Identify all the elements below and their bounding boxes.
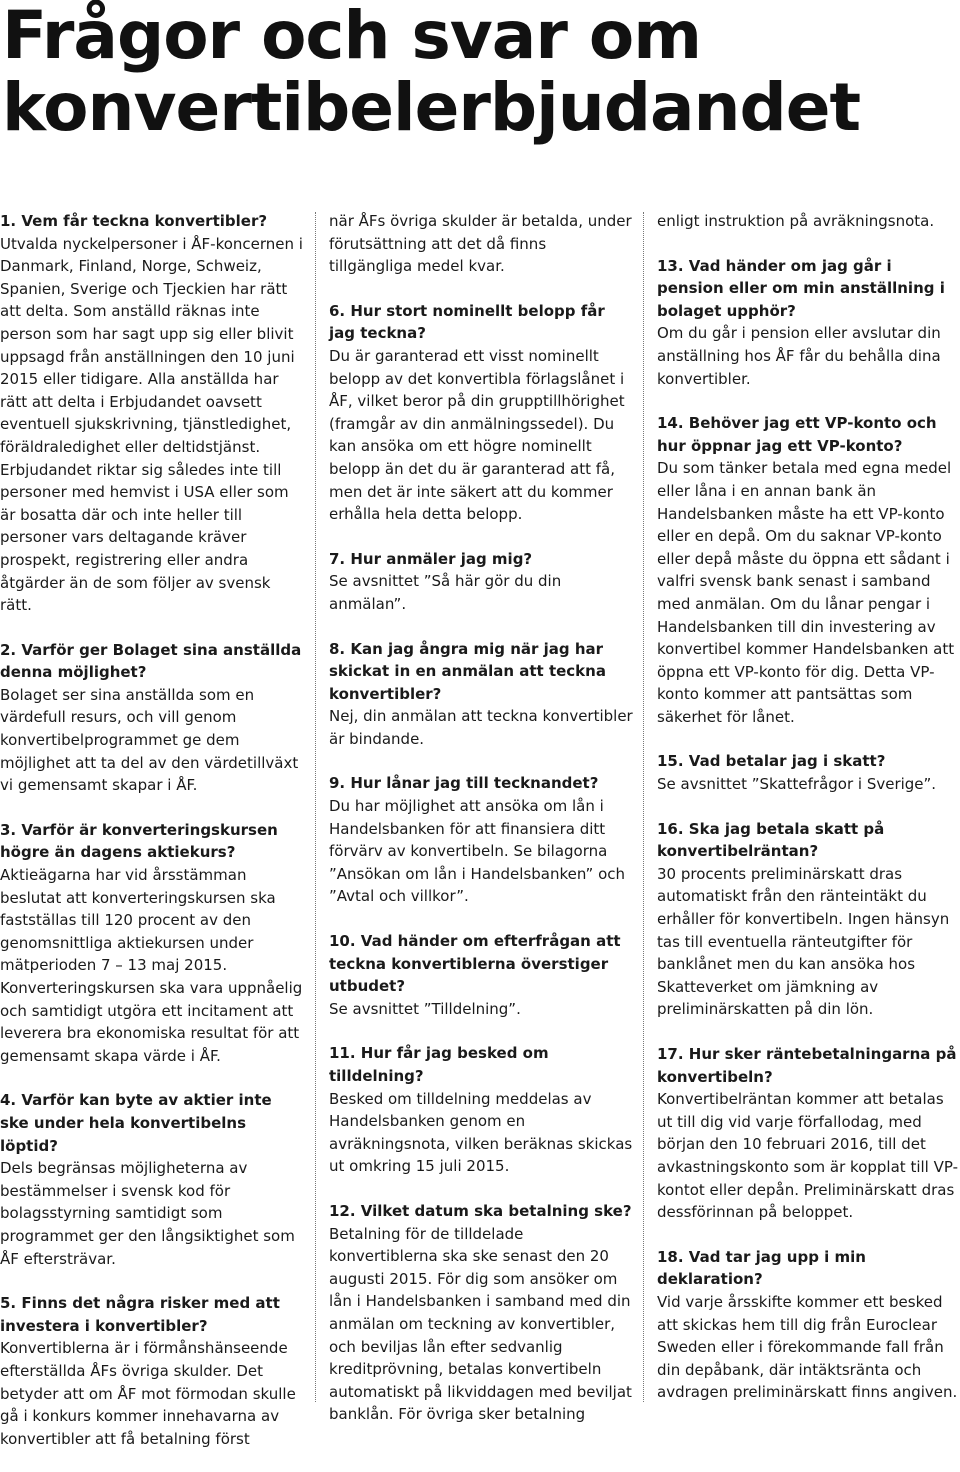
faq-item: [329, 1042, 633, 1178]
faq-question: 15. Vad betalar jag i skatt?: [657, 752, 886, 771]
faq-answer: Du har möjlighet att ansöka om lån i Handelsbanken för att finansiera ditt förvärv av konvertibeln. Se bilagorna ”Ansökan om lån i Handelsbanken” och ”Avtal och villkor”.: [329, 797, 626, 906]
faq-item: [329, 300, 633, 526]
faq-item: [0, 210, 304, 617]
faq-item: [657, 255, 960, 391]
faq-answer: Utvalda nyckelpersoner i ÅF-koncernen i Danmark, Finland, Norge, Schweiz, Spanien, Sverige och Tjeckien har rätt att delta. Som anställd räknas inte person som har sagt upp sig eller blivit uppsagd från anställningen den 10 juni 2015 eller tidigare. Alla anställda har rätt att delta i Erbjudandet oavsett eventuell sjukskrivning, tjänstledighet, föräldraledighet eller deltidstjänst. Erbjudandet riktar sig således inte till personer med hemvist i USA eller som är bosatta där och inte heller till personer vars deltagande kräver prospekt, registrering eller andra åtgärder än de som följer av svensk rätt.: [0, 234, 303, 615]
faq-answer: Betalning för de tilldelade konvertiblerna ska ske senast den 20 augusti 2015. För dig som ansöker om lån i Handelsbanken i samband med din anmälan om teckning av konvertibler, och beviljas lån efter sedvanlig kreditprövning, betalas konvertibeln automatiskt på likviddagen med beviljat banklån. För övriga sker betalning: [329, 1224, 632, 1424]
faq-answer: Konvertibelräntan kommer att betalas ut till dig vid varje förfallodag, med början den 10 februari 2016, till det avkastningskonto som är kopplat till VP-kontot eller depån. Preliminärskatt dras dessförinnan på beloppet.: [657, 1090, 958, 1222]
faq-answer: Dels begränsas möjligheterna av bestämmelser i svensk kod för bolagsstyrning samtidigt som programmet ger den långsiktighet som ÅF eftersträvar.: [0, 1159, 295, 1268]
faq-item: [329, 930, 633, 1020]
faq-item: [329, 1200, 633, 1426]
faq-question: 16. Ska jag betala skatt på konvertibelräntan?: [657, 819, 885, 861]
faq-answer-continued: när ÅFs övriga skulder är betalda, under förutsättning att det då finns tillgängliga medel kvar.: [329, 212, 632, 276]
faq-item: [0, 639, 304, 797]
faq-question: 13. Vad händer om jag går i pension eller om min anställning i bolaget upphör?: [657, 256, 945, 320]
faq-question: 3. Varför är konverteringskursen högre än dagens aktiekurs?: [0, 820, 278, 862]
faq-question: 7. Hur anmäler jag mig?: [329, 549, 533, 568]
faq-answer: Se avsnittet ”Så här gör du din anmälan”.: [329, 572, 562, 613]
faq-answer-continued: enligt instruktion på avräkningsnota.: [657, 212, 935, 230]
faq-question: 5. Finns det några risker med att investera i konvertibler?: [0, 1294, 280, 1335]
faq-question: 12. Vilket datum ska betalning ske?: [329, 1201, 632, 1220]
faq-question: 9. Hur lånar jag till tecknandet?: [329, 774, 599, 793]
faq-answer: Du är garanterad ett visst nominellt belopp av det konvertibla förlagslånet i ÅF, vilket beror på din grupptillhörighet (framgår av din anmälningssedel). Du kan ansöka om ett högre nominellt belopp än det du är garanterad att få, men det är inte säkert att du kommer erhålla hela detta belopp.: [329, 346, 625, 524]
faq-item: [329, 638, 633, 751]
faq-answer: Nej, din anmälan att teckna konvertibler är bindande.: [329, 707, 633, 748]
faq-question: 1. Vem får teckna konvertibler?: [0, 212, 268, 230]
faq-question: 14. Behöver jag ett VP-konto och hur öppnar jag ett VP-konto?: [657, 414, 937, 455]
faq-question: 11. Hur får jag besked om tilldelning?: [329, 1044, 549, 1085]
faq-answer: Se avsnittet ”Tilldelning”.: [329, 999, 521, 1018]
faq-item: [0, 819, 304, 1068]
column-divider: [643, 212, 644, 1402]
faq-question: 17. Hur sker räntebetalningarna på konvertibeln?: [657, 1045, 957, 1086]
column-3: [657, 210, 960, 1426]
faq-question: 4. Varför kan byte av aktier inte ske under hela konvertibelns löptid?: [0, 1091, 272, 1155]
faq-question: 18. Vad tar jag upp i min deklaration?: [657, 1247, 866, 1289]
faq-question: 8. Kan jag ångra mig när jag har skickat in en anmälan att teckna konvertibler?: [329, 639, 606, 703]
faq-answer: Du som tänker betala med egna medel eller låna i en annan bank än Handelsbanken måste ha ett VP-konto eller en depå. Om du saknar VP-konto eller depå måste du öppna ett sådant i valfri svensk bank senast i samband med anmälan. Om du lånar pengar i Handelsbanken till din investering av konvertibel kommer Handelsbanken att öppna ett VP-konto för dig. Detta VP-konto kommer att pantsättas som säkerhet för lånet.: [657, 459, 955, 726]
faq-answer: Bolaget ser sina anställda som en värdefull resurs, och vill genom konvertibelprogrammet ge dem möjlighet att ta del av den värdetillväxt vi gemensamt skapar i ÅF.: [0, 685, 299, 795]
column-divider: [315, 212, 316, 1402]
faq-answer: Om du går i pension eller avslutar din anställning hos ÅF får du behålla dina konvertibler.: [657, 324, 941, 388]
faq-item-continued: [329, 210, 633, 278]
faq-answer: Vid varje årsskifte kommer ett besked att skickas hem till dig från Euroclear Sweden eller i förekommande fall från din depåbank, där intäktsränta och avdragen preliminärskatt finns angiven.: [657, 1292, 958, 1402]
column-2: [329, 210, 633, 1448]
faq-answer: Besked om tilldelning meddelas av Handelsbanken genom en avräkningsnota, vilken beräknas skickas ut omkring 15 juli 2015.: [329, 1089, 633, 1176]
faq-answer: Aktieägarna har vid årsstämman beslutat att konverteringskursen ska fastställas till 120 procent av den genomsnittliga aktiekursen under mätperioden 7 – 13 maj 2015. Konverteringskursen ska vara uppnåelig och samtidigt utgöra ett incitament att leverera bra ekonomiska resultat för att gemensamt skapa värde i ÅF.: [0, 866, 303, 1065]
faq-item: [657, 412, 960, 728]
faq-answer: 30 procents preliminärskatt dras automatiskt från den ränteintäkt du erhåller för konvertibeln. Ingen hänsyn tas till eventuella ränteutgifter för banklånet men du kan ansöka hos Skatteverket om jämkning av preliminärskatten på din lön.: [657, 864, 950, 1019]
faq-item: [657, 1043, 960, 1224]
faq-item: [329, 772, 633, 908]
faq-question: 2. Varför ger Bolaget sina anställda denna möjlighet?: [0, 640, 302, 682]
faq-item: [657, 750, 960, 795]
faq-answer: Konvertiblerna är i förmånshänseende efterställda ÅFs övriga skulder. Det betyder att om ÅF mot förmodan skulle gå i konkurs kommer innehavarna av konvertibler att få betalning först: [0, 1339, 296, 1448]
page-title: Frågor och svar om konvertibelerbjudandet: [2, 0, 861, 146]
faq-item: [329, 548, 633, 616]
faq-question: 6. Hur stort nominellt belopp får jag teckna?: [329, 301, 605, 343]
faq-item: [657, 818, 960, 1021]
faq-item: [0, 1292, 304, 1450]
faq-question: 10. Vad händer om efterfrågan att teckna konvertiblerna överstiger utbudet?: [329, 932, 621, 996]
faq-item: [657, 1246, 960, 1404]
faq-item-continued: [657, 210, 960, 233]
column-1: [0, 210, 304, 1472]
faq-item: [0, 1089, 304, 1270]
faq-answer: Se avsnittet ”Skattefrågor i Sverige”.: [657, 775, 937, 794]
